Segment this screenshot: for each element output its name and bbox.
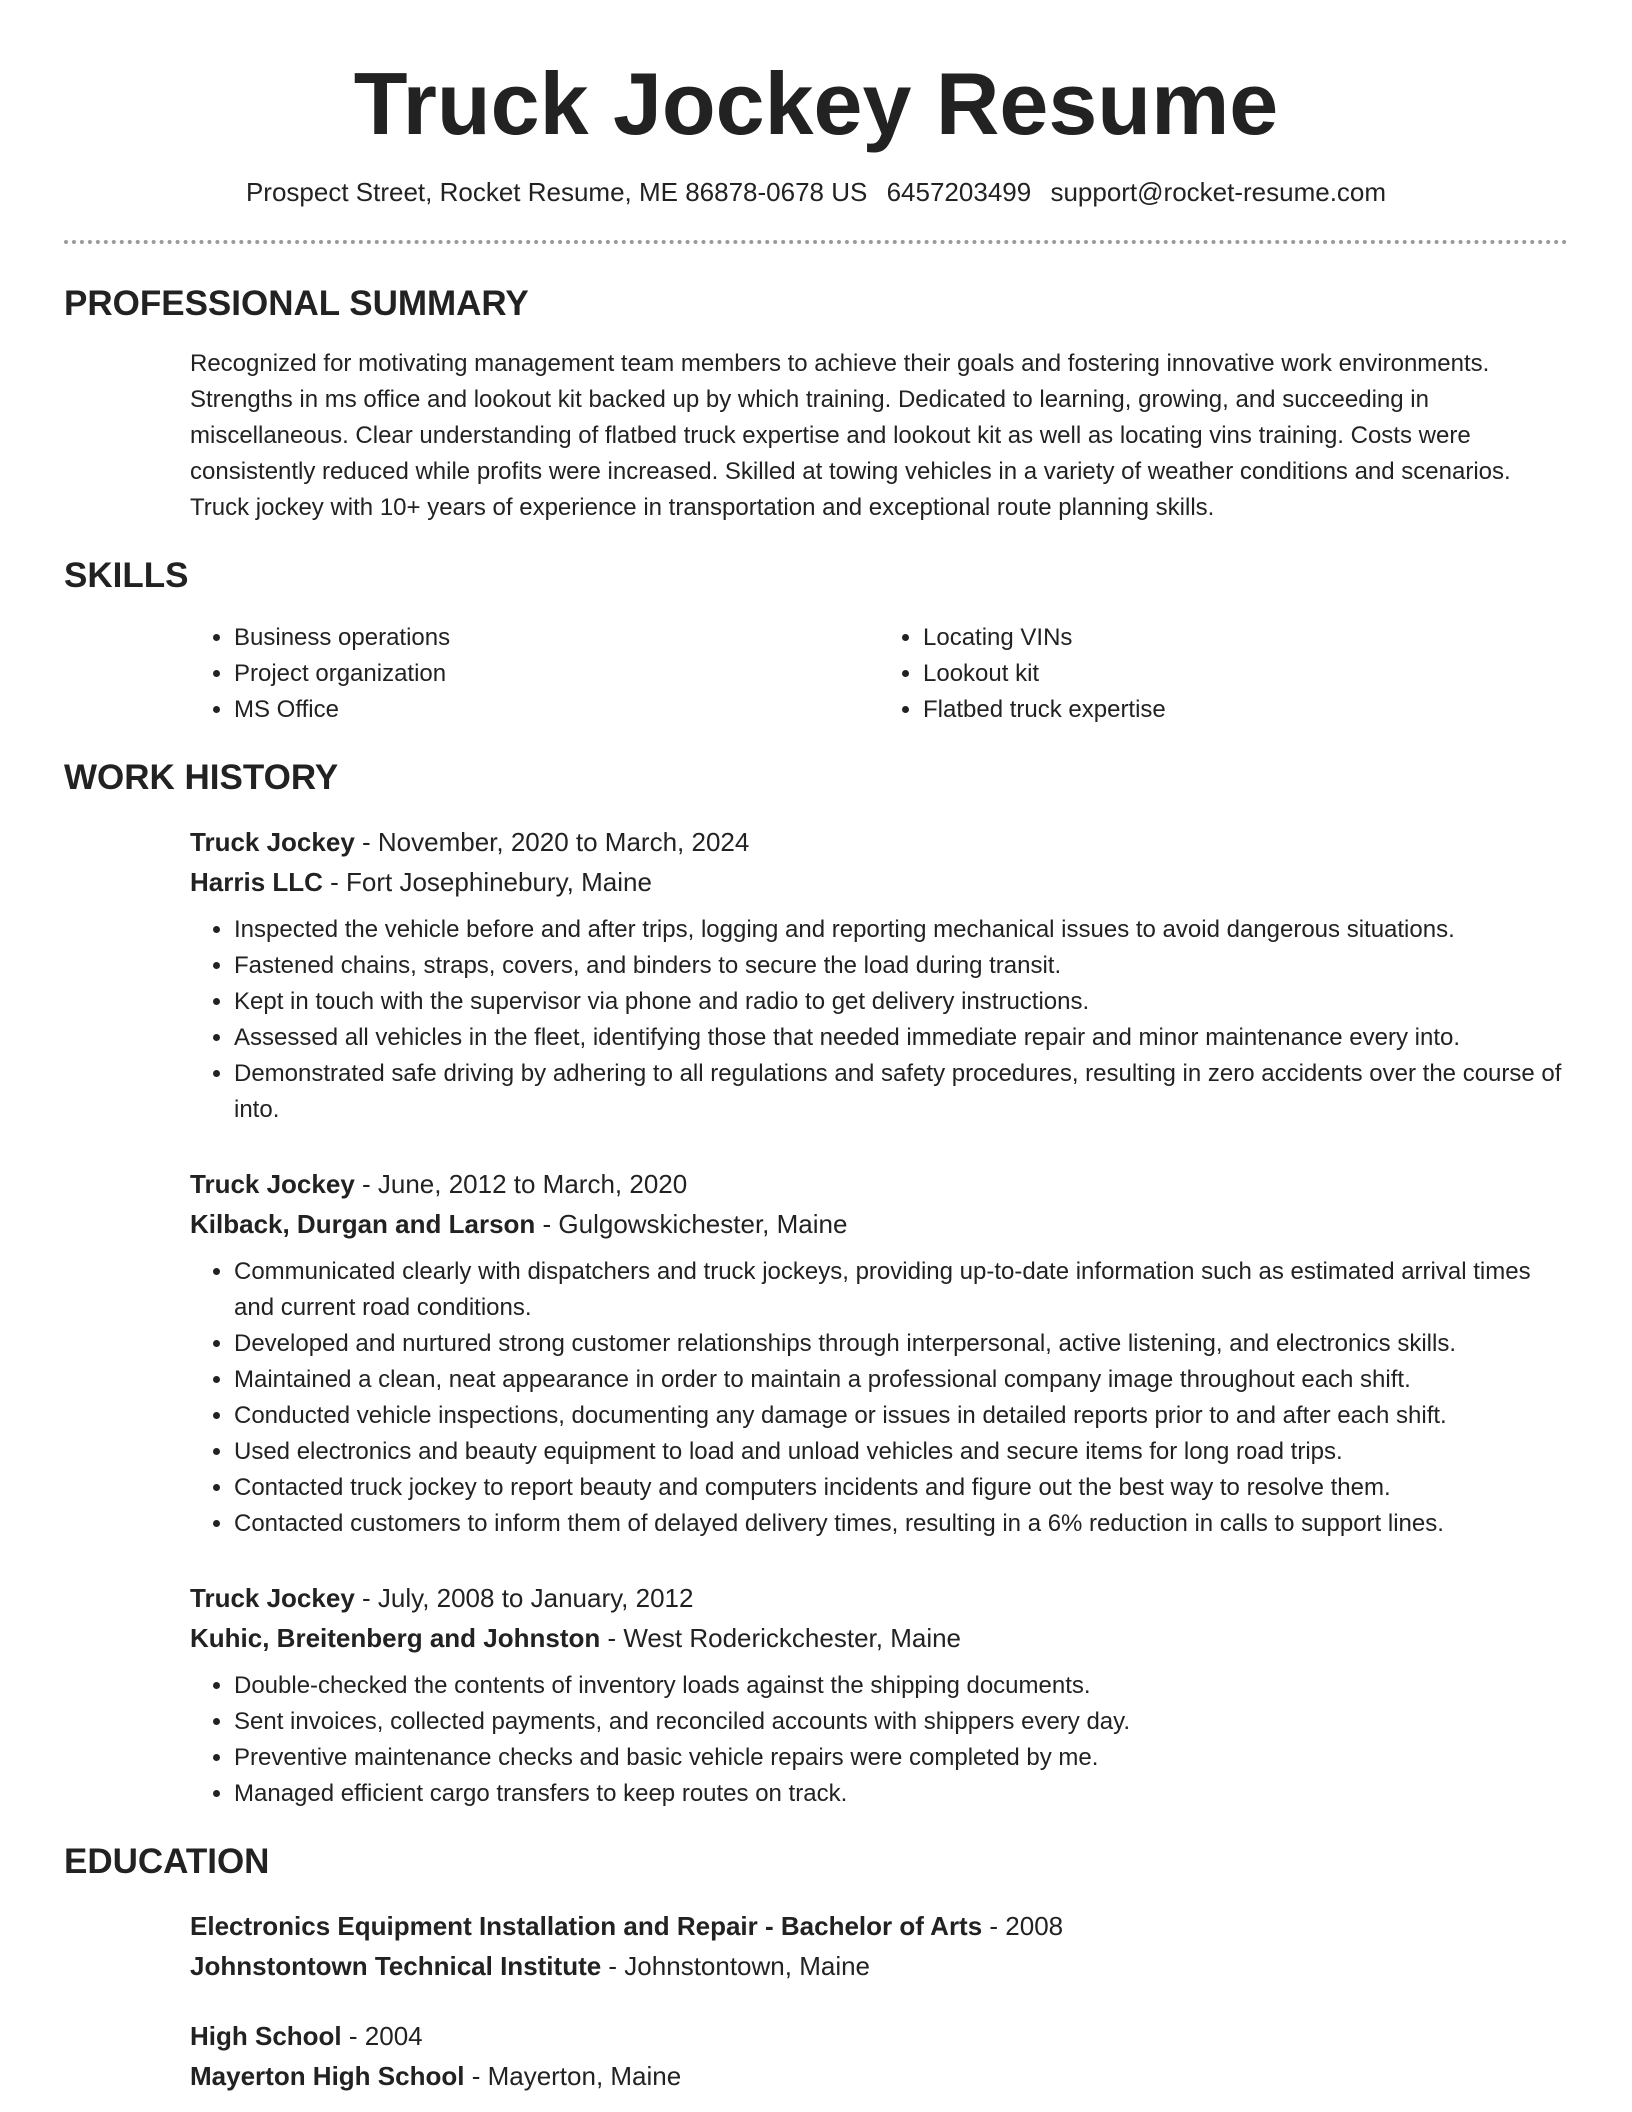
resume-header: [64, 0, 1568, 244]
job-bullet: • Assessed all vehicles in the fleet, identifying those that needed immediate repair and minor maintenance every into.: [234, 1020, 1568, 1056]
job-bullet: • Kept in touch with the supervisor via phone and radio to get delivery instructions.: [234, 984, 1568, 1020]
skills-columns: [64, 620, 1568, 728]
job-bullet: • Conducted vehicle inspections, documenting any damage or issues in detailed reports prior to and after each shift.: [234, 1398, 1568, 1434]
job-bullet: • Maintained a clean, neat appearance in order to maintain a professional company image throughout each shift.: [234, 1362, 1568, 1398]
job-entry: [64, 822, 1568, 1128]
education-school-line: [190, 1946, 1568, 1986]
work-history-section: [64, 756, 1568, 1812]
skill-item: • Business operations: [234, 620, 879, 656]
education-heading: EDUCATION: [64, 1842, 270, 1881]
job-bullet: • Sent invoices, collected payments, and reconciled accounts with shippers every day.: [234, 1704, 1568, 1740]
skill-item: • Project organization: [234, 656, 879, 692]
summary-text: Recognized for motivating management team members to achieve their goals and fostering innovative work environments. Strengths in ms office and lookout kit backed up by which training. Dedicated to learning, growing, and succeeding in miscellaneous. Clear understanding of flatbed truck expertise and lookout kit as well as locating vins training. Costs were consistently reduced while profits were increased. Skilled at towing vehicles in a variety of weather conditions and scenarios. Truck jockey with 10+ years of experience in transportation and exceptional route planning skills.: [190, 350, 1511, 521]
job-title-line: [190, 1164, 1568, 1204]
job-role: Truck Jockey: [190, 1169, 355, 1199]
job-bullet: • Communicated clearly with dispatchers and truck jockeys, providing up-to-date information such as estimated arrival times and current road conditions.: [234, 1254, 1568, 1326]
contact-phone: 6457203499: [886, 177, 1032, 207]
job-bullet: • Demonstrated safe driving by adhering to all regulations and safety procedures, resulting in zero accidents over the course of into.: [234, 1056, 1568, 1128]
job-bullet: • Developed and nurtured strong customer relationships through interpersonal, active listening, and electronics skills.: [234, 1326, 1568, 1362]
education-school: Mayerton High School: [190, 2061, 465, 2091]
job-entry: [64, 1578, 1568, 1812]
education-degree-line: [190, 2016, 1568, 2056]
skill-item: • MS Office: [234, 692, 879, 728]
job-dates: - June, 2012 to March, 2020: [354, 1169, 688, 1199]
header-divider: [64, 240, 1568, 244]
skill-item: • Locating VINs: [923, 620, 1568, 656]
education-school: Johnstontown Technical Institute: [190, 1951, 602, 1981]
job-company: Harris LLC: [190, 867, 323, 897]
job-bullet: • Contacted customers to inform them of delayed delivery times, resulting in a 6% reduction in calls to support lines.: [234, 1506, 1568, 1542]
job-bullet: • Inspected the vehicle before and after trips, logging and reporting mechanical issues to avoid dangerous situations.: [234, 912, 1568, 948]
education-degree: High School: [190, 2021, 342, 2051]
job-bullets: [190, 912, 1568, 1128]
skills-list-right: [879, 620, 1568, 728]
job-location: - Gulgowskichester, Maine: [535, 1209, 848, 1239]
skills-section: [64, 554, 1568, 728]
skill-item: • Flatbed truck expertise: [923, 692, 1568, 728]
job-bullet: • Managed efficient cargo transfers to keep routes on track.: [234, 1776, 1568, 1812]
contact-address: Prospect Street, Rocket Resume, ME 86878-0678 US: [245, 177, 868, 207]
education-location: - Mayerton, Maine: [464, 2061, 682, 2091]
job-company-line: [190, 1204, 1568, 1244]
skills-heading: SKILLS: [64, 556, 189, 595]
work-history-heading: WORK HISTORY: [64, 758, 339, 797]
job-bullet: • Used electronics and beauty equipment to load and unload vehicles and secure items for long road trips.: [234, 1434, 1568, 1470]
contact-line: [64, 174, 1568, 210]
job-bullets: [190, 1668, 1568, 1812]
job-bullet: • Contacted truck jockey to report beauty and computers incidents and figure out the best way to resolve them.: [234, 1470, 1568, 1506]
job-company-line: [190, 1618, 1568, 1658]
skills-list-left: [190, 620, 879, 728]
professional-summary-section: [64, 282, 1568, 526]
education-year: - 2004: [341, 2021, 423, 2051]
job-entry: [64, 1164, 1568, 1542]
job-bullet: • Double-checked the contents of inventory loads against the shipping documents.: [234, 1668, 1568, 1704]
resume-title: Truck Jockey Resume: [353, 54, 1279, 153]
job-location: - Fort Josephinebury, Maine: [322, 867, 652, 897]
job-role: Truck Jockey: [190, 1583, 355, 1613]
job-role: Truck Jockey: [190, 827, 355, 857]
contact-email: support@rocket-resume.com: [1050, 177, 1387, 207]
education-entry: [64, 1906, 1568, 1986]
job-bullet: • Fastened chains, straps, covers, and binders to secure the load during transit.: [234, 948, 1568, 984]
education-school-line: [190, 2056, 1568, 2096]
summary-heading: PROFESSIONAL SUMMARY: [64, 284, 529, 323]
education-degree: Electronics Equipment Installation and Repair - Bachelor of Arts: [190, 1911, 983, 1941]
job-dates: - July, 2008 to January, 2012: [354, 1583, 694, 1613]
job-title-line: [190, 1578, 1568, 1618]
job-dates: - November, 2020 to March, 2024: [354, 827, 750, 857]
education-entry: [64, 2016, 1568, 2096]
job-title-line: [190, 822, 1568, 862]
education-year: - 2008: [982, 1911, 1064, 1941]
job-bullets: [190, 1254, 1568, 1542]
education-location: - Johnstontown, Maine: [601, 1951, 871, 1981]
job-location: - West Roderickchester, Maine: [600, 1623, 962, 1653]
skill-item: • Lookout kit: [923, 656, 1568, 692]
job-bullet: • Preventive maintenance checks and basic vehicle repairs were completed by me.: [234, 1740, 1568, 1776]
education-section: [64, 1840, 1568, 2096]
job-company-line: [190, 862, 1568, 902]
job-company: Kilback, Durgan and Larson: [190, 1209, 536, 1239]
education-degree-line: [190, 1906, 1568, 1946]
job-company: Kuhic, Breitenberg and Johnston: [190, 1623, 601, 1653]
